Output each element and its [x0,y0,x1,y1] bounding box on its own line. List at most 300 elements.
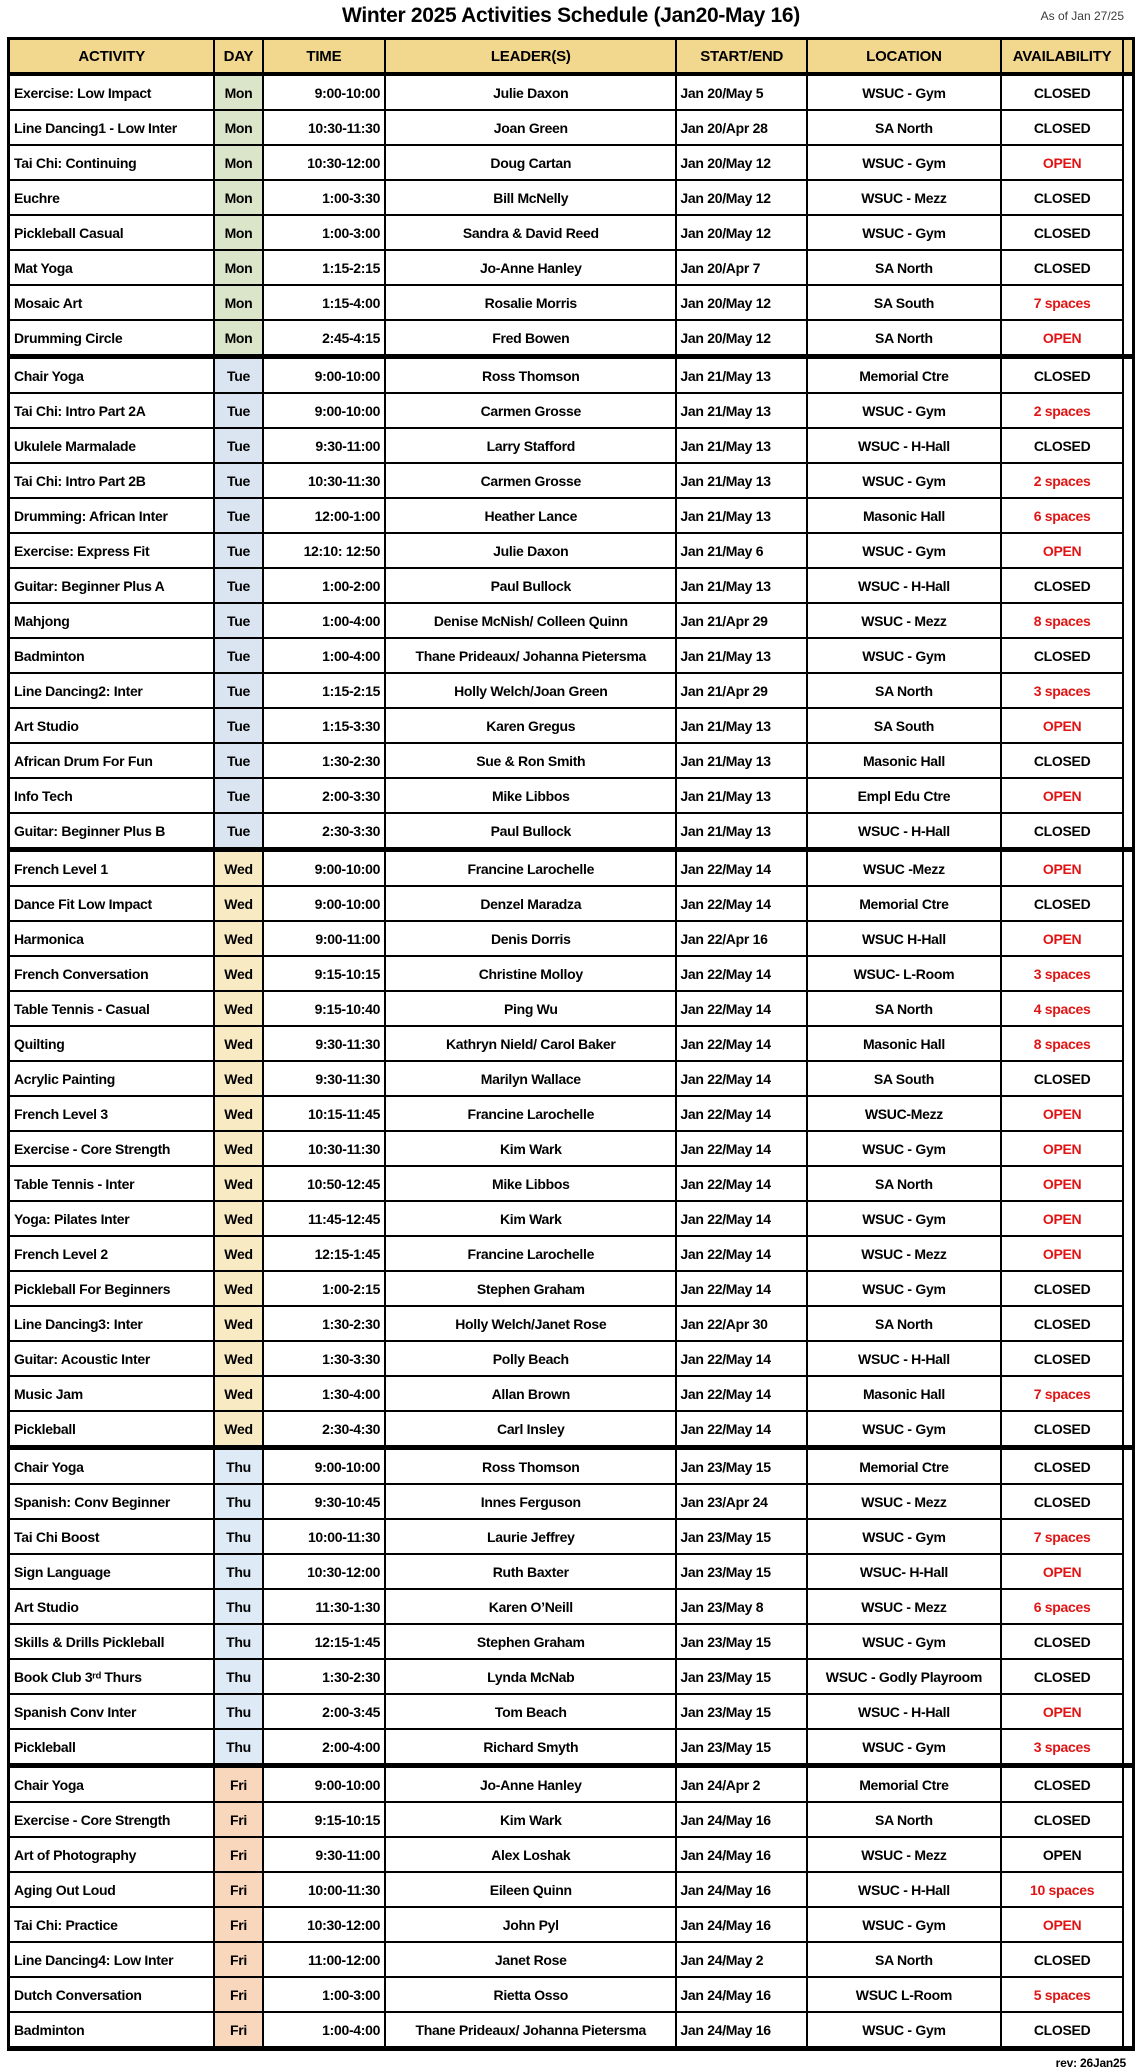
table-row [9,638,1134,673]
day-cell: Mon [214,145,262,180]
availability-cell: CLOSED [1001,357,1124,394]
location-cell: WSUC - H-Hall [807,568,1001,603]
location-cell: SA South [807,1061,1001,1096]
availability-cell: OPEN [1001,1131,1124,1166]
availability-cell: 8 spaces [1001,1026,1124,1061]
time-cell: 10:00-11:30 [263,1872,386,1907]
location-cell: WSUC - Godly Playroom [807,1659,1001,1694]
page-title: Winter 2025 Activities Schedule (Jan20-May 16) [342,4,800,27]
time-cell: 11:45-12:45 [263,1201,386,1236]
availability-cell: CLOSED [1001,180,1124,215]
availability-cell: CLOSED [1001,250,1124,285]
location-cell: Memorial Ctre [807,1766,1001,1803]
start-end-cell: Jan 21/May 13 [676,743,807,778]
leader-cell: Kim Wark [385,1802,676,1837]
title-bar [0,0,1142,34]
day-cell: Mon [214,320,262,357]
day-cell: Mon [214,180,262,215]
day-cell: Tue [214,673,262,708]
table-row [9,1484,1134,1519]
activity-cell: Dutch Conversation [9,1977,215,2012]
edge-spacer-cell [1123,886,1133,921]
edge-spacer-cell [1123,1942,1133,1977]
start-end-cell: Jan 23/May 15 [676,1448,807,1485]
activity-cell: Drumming Circle [9,320,215,357]
leader-cell: Julie Daxon [385,74,676,110]
edge-spacer-cell [1123,1837,1133,1872]
start-end-cell: Jan 23/May 15 [676,1694,807,1729]
start-end-cell: Jan 21/Apr 29 [676,603,807,638]
day-cell: Tue [214,638,262,673]
leader-cell: Ross Thomson [385,1448,676,1485]
location-cell: Empl Edu Ctre [807,778,1001,813]
day-cell: Thu [214,1448,262,1485]
location-cell: WSUC - Gym [807,74,1001,110]
location-cell: WSUC - Gym [807,1201,1001,1236]
leader-cell: Alex Loshak [385,1837,676,1872]
time-cell: 9:00-10:00 [263,1448,386,1485]
start-end-cell: Jan 22/May 14 [676,1236,807,1271]
day-cell: Wed [214,991,262,1026]
column-header-time: TIME [263,39,386,75]
activity-cell: Sign Language [9,1554,215,1589]
edge-spacer-cell [1123,1166,1133,1201]
location-cell: WSUC - Gym [807,638,1001,673]
edge-spacer-cell [1123,1624,1133,1659]
leader-cell: Thane Prideaux/ Johanna Pietersma [385,638,676,673]
location-cell: Masonic Hall [807,498,1001,533]
activity-cell: Table Tennis - Inter [9,1166,215,1201]
leader-cell: Holly Welch/Janet Rose [385,1306,676,1341]
availability-cell: CLOSED [1001,1484,1124,1519]
leader-cell: Stephen Graham [385,1624,676,1659]
table-row [9,1448,1134,1485]
start-end-cell: Jan 20/May 12 [676,145,807,180]
activity-cell: Tai Chi: Continuing [9,145,215,180]
activity-cell: Spanish Conv Inter [9,1694,215,1729]
activity-cell: Mahjong [9,603,215,638]
leader-cell: Denzel Maradza [385,886,676,921]
availability-cell: CLOSED [1001,1061,1124,1096]
location-cell: WSUC - H-Hall [807,1872,1001,1907]
day-cell: Wed [214,1026,262,1061]
location-cell: SA North [807,1942,1001,1977]
availability-cell: OPEN [1001,320,1124,357]
leader-cell: Carl Insley [385,1411,676,1448]
table-row [9,1729,1134,1766]
location-cell: WSUC - Mezz [807,1837,1001,1872]
start-end-cell: Jan 23/Apr 24 [676,1484,807,1519]
edge-spacer-cell [1123,1766,1133,1803]
day-cell: Fri [214,1837,262,1872]
leader-cell: Ping Wu [385,991,676,1026]
edge-spacer-cell [1123,463,1133,498]
start-end-cell: Jan 23/May 15 [676,1659,807,1694]
edge-spacer-cell [1123,1519,1133,1554]
leader-cell: Karen O’Neill [385,1589,676,1624]
table-row [9,250,1134,285]
time-cell: 1:00-3:00 [263,215,386,250]
activity-cell: Pickleball For Beginners [9,1271,215,1306]
leader-cell: John Pyl [385,1907,676,1942]
leader-cell: Innes Ferguson [385,1484,676,1519]
start-end-cell: Jan 22/May 14 [676,886,807,921]
edge-spacer-cell [1123,1096,1133,1131]
edge-spacer-cell [1123,110,1133,145]
location-cell: Memorial Ctre [807,357,1001,394]
leader-cell: Thane Prideaux/ Johanna Pietersma [385,2012,676,2049]
location-cell: Memorial Ctre [807,886,1001,921]
day-cell: Tue [214,813,262,850]
activity-cell: Skills & Drills Pickleball [9,1624,215,1659]
start-end-cell: Jan 22/Apr 30 [676,1306,807,1341]
table-row [9,1977,1134,2012]
activity-cell: Exercise: Express Fit [9,533,215,568]
location-cell: Masonic Hall [807,1026,1001,1061]
availability-cell: OPEN [1001,850,1124,887]
leader-cell: Janet Rose [385,1942,676,1977]
start-end-cell: Jan 22/May 14 [676,991,807,1026]
table-row [9,1341,1134,1376]
start-end-cell: Jan 23/May 15 [676,1729,807,1766]
location-cell: WSUC - H-Hall [807,1341,1001,1376]
start-end-cell: Jan 22/May 14 [676,1061,807,1096]
day-cell: Wed [214,1096,262,1131]
availability-cell: 7 spaces [1001,285,1124,320]
table-row [9,1131,1134,1166]
availability-cell: CLOSED [1001,1341,1124,1376]
availability-cell: CLOSED [1001,1942,1124,1977]
edge-spacer-cell [1123,1271,1133,1306]
day-cell: Tue [214,533,262,568]
time-cell: 1:00-4:00 [263,603,386,638]
start-end-cell: Jan 22/May 14 [676,1411,807,1448]
activity-cell: Tai Chi: Intro Part 2A [9,393,215,428]
day-cell: Wed [214,886,262,921]
edge-spacer-cell [1123,991,1133,1026]
start-end-cell: Jan 24/May 16 [676,2012,807,2049]
activity-cell: Line Dancing4: Low Inter [9,1942,215,1977]
availability-cell: 3 spaces [1001,1729,1124,1766]
edge-spacer-cell [1123,813,1133,850]
time-cell: 2:00-3:30 [263,778,386,813]
edge-spacer-cell [1123,1201,1133,1236]
activity-cell: French Level 2 [9,1236,215,1271]
location-cell: WSUC - H-Hall [807,813,1001,850]
table-row [9,2012,1134,2049]
availability-cell: OPEN [1001,1201,1124,1236]
edge-spacer-cell [1123,2012,1133,2049]
availability-cell: 5 spaces [1001,1977,1124,2012]
header-row [9,39,1134,75]
edge-spacer-cell [1123,1872,1133,1907]
day-cell: Tue [214,498,262,533]
table-row [9,1166,1134,1201]
location-cell: WSUC - Mezz [807,603,1001,638]
location-cell: Masonic Hall [807,1376,1001,1411]
activity-cell: Quilting [9,1026,215,1061]
start-end-cell: Jan 21/May 6 [676,533,807,568]
activity-cell: Exercise - Core Strength [9,1802,215,1837]
leader-cell: Doug Cartan [385,145,676,180]
activity-cell: Chair Yoga [9,1766,215,1803]
time-cell: 2:30-3:30 [263,813,386,850]
edge-spacer-cell [1123,1306,1133,1341]
start-end-cell: Jan 21/May 13 [676,498,807,533]
column-header-location: LOCATION [807,39,1001,75]
time-cell: 1:30-3:30 [263,1341,386,1376]
location-cell: WSUC - Gym [807,463,1001,498]
start-end-cell: Jan 24/May 16 [676,1872,807,1907]
leader-cell: Kim Wark [385,1131,676,1166]
time-cell: 11:00-12:00 [263,1942,386,1977]
location-cell: SA North [807,250,1001,285]
edge-spacer-cell [1123,1376,1133,1411]
time-cell: 10:30-11:30 [263,463,386,498]
column-header-start-end: START/END [676,39,807,75]
location-cell: SA North [807,1166,1001,1201]
table-row [9,110,1134,145]
availability-cell: OPEN [1001,1554,1124,1589]
time-cell: 12:15-1:45 [263,1236,386,1271]
day-cell: Wed [214,1411,262,1448]
day-cell: Wed [214,1061,262,1096]
start-end-cell: Jan 21/May 13 [676,638,807,673]
day-cell: Wed [214,1201,262,1236]
start-end-cell: Jan 21/May 13 [676,393,807,428]
location-cell: WSUC - Gym [807,1519,1001,1554]
leader-cell: Denise McNish/ Colleen Quinn [385,603,676,638]
location-cell: WSUC - Gym [807,1907,1001,1942]
time-cell: 9:00-11:00 [263,921,386,956]
table-row [9,533,1134,568]
leader-cell: Sandra & David Reed [385,215,676,250]
activity-cell: Art Studio [9,708,215,743]
leader-cell: Carmen Grosse [385,393,676,428]
activity-cell: Art of Photography [9,1837,215,1872]
header-edge-spacer [1123,39,1133,75]
availability-cell: OPEN [1001,1166,1124,1201]
time-cell: 2:00-3:45 [263,1694,386,1729]
time-cell: 10:30-11:30 [263,110,386,145]
day-cell: Tue [214,357,262,394]
activity-cell: Drumming: African Inter [9,498,215,533]
location-cell: WSUC- L-Room [807,956,1001,991]
day-cell: Tue [214,393,262,428]
table-row [9,1837,1134,1872]
start-end-cell: Jan 21/Apr 29 [676,673,807,708]
start-end-cell: Jan 23/May 8 [676,1589,807,1624]
activity-cell: Guitar: Acoustic Inter [9,1341,215,1376]
availability-cell: OPEN [1001,1907,1124,1942]
activity-cell: Yoga: Pilates Inter [9,1201,215,1236]
time-cell: 1:30-2:30 [263,1306,386,1341]
availability-cell: 6 spaces [1001,498,1124,533]
availability-cell: 2 spaces [1001,463,1124,498]
start-end-cell: Jan 24/May 16 [676,1907,807,1942]
time-cell: 12:15-1:45 [263,1624,386,1659]
edge-spacer-cell [1123,180,1133,215]
time-cell: 1:15-4:00 [263,285,386,320]
edge-spacer-cell [1123,533,1133,568]
table-row [9,1376,1134,1411]
as-of-date: As of Jan 27/25 [1040,9,1124,23]
availability-cell: OPEN [1001,708,1124,743]
edge-spacer-cell [1123,708,1133,743]
start-end-cell: Jan 24/May 2 [676,1942,807,1977]
edge-spacer-cell [1123,1589,1133,1624]
availability-cell: CLOSED [1001,638,1124,673]
activity-cell: Music Jam [9,1376,215,1411]
table-row [9,1694,1134,1729]
table-row [9,1236,1134,1271]
location-cell: Masonic Hall [807,743,1001,778]
day-cell: Wed [214,1271,262,1306]
time-cell: 9:15-10:15 [263,1802,386,1837]
start-end-cell: Jan 21/May 13 [676,428,807,463]
leader-cell: Mike Libbos [385,778,676,813]
time-cell: 1:15-2:15 [263,250,386,285]
availability-cell: OPEN [1001,1236,1124,1271]
leader-cell: Sue & Ron Smith [385,743,676,778]
availability-cell: 7 spaces [1001,1376,1124,1411]
day-cell: Tue [214,428,262,463]
availability-cell: 4 spaces [1001,991,1124,1026]
time-cell: 9:00-10:00 [263,357,386,394]
time-cell: 10:15-11:45 [263,1096,386,1131]
start-end-cell: Jan 22/Apr 16 [676,921,807,956]
table-row [9,357,1134,394]
edge-spacer-cell [1123,498,1133,533]
edge-spacer-cell [1123,74,1133,110]
table-row [9,1411,1134,1448]
availability-cell: CLOSED [1001,1624,1124,1659]
time-cell: 9:15-10:40 [263,991,386,1026]
column-header-day: DAY [214,39,262,75]
start-end-cell: Jan 22/May 14 [676,1201,807,1236]
edge-spacer-cell [1123,1411,1133,1448]
day-cell: Mon [214,215,262,250]
table-row [9,1942,1134,1977]
start-end-cell: Jan 21/May 13 [676,463,807,498]
availability-cell: 3 spaces [1001,956,1124,991]
time-cell: 12:10: 12:50 [263,533,386,568]
activity-cell: Tai Chi Boost [9,1519,215,1554]
time-cell: 1:30-2:30 [263,743,386,778]
activities-table [7,37,1135,2051]
start-end-cell: Jan 21/May 13 [676,778,807,813]
time-cell: 1:00-2:15 [263,1271,386,1306]
location-cell: WSUC - H-Hall [807,428,1001,463]
day-cell: Mon [214,110,262,145]
location-cell: WSUC - Gym [807,1411,1001,1448]
time-cell: 9:15-10:15 [263,956,386,991]
day-cell: Mon [214,250,262,285]
edge-spacer-cell [1123,285,1133,320]
table-row [9,568,1134,603]
location-cell: WSUC - Mezz [807,1484,1001,1519]
leader-cell: Larry Stafford [385,428,676,463]
activity-cell: Pickleball [9,1729,215,1766]
time-cell: 11:30-1:30 [263,1589,386,1624]
activity-cell: Tai Chi: Practice [9,1907,215,1942]
leader-cell: Francine Larochelle [385,850,676,887]
leader-cell: Richard Smyth [385,1729,676,1766]
table-row [9,285,1134,320]
table-row [9,813,1134,850]
availability-cell: OPEN [1001,1096,1124,1131]
availability-cell: CLOSED [1001,813,1124,850]
time-cell: 1:00-4:00 [263,638,386,673]
availability-cell: CLOSED [1001,1271,1124,1306]
time-cell: 1:30-4:00 [263,1376,386,1411]
location-cell: WSUC - Mezz [807,1589,1001,1624]
leader-cell: Stephen Graham [385,1271,676,1306]
table-row [9,991,1134,1026]
leader-cell: Lynda McNab [385,1659,676,1694]
availability-cell: 6 spaces [1001,1589,1124,1624]
edge-spacer-cell [1123,145,1133,180]
availability-cell: 8 spaces [1001,603,1124,638]
day-cell: Thu [214,1519,262,1554]
edge-spacer-cell [1123,1341,1133,1376]
start-end-cell: Jan 23/May 15 [676,1519,807,1554]
activity-cell: Chair Yoga [9,1448,215,1485]
leader-cell: Ruth Baxter [385,1554,676,1589]
time-cell: 1:15-2:15 [263,673,386,708]
activity-cell: Dance Fit Low Impact [9,886,215,921]
time-cell: 2:00-4:00 [263,1729,386,1766]
edge-spacer-cell [1123,673,1133,708]
day-cell: Thu [214,1589,262,1624]
table-row [9,1872,1134,1907]
edge-spacer-cell [1123,743,1133,778]
activity-cell: Info Tech [9,778,215,813]
table-row [9,886,1134,921]
time-cell: 1:00-3:00 [263,1977,386,2012]
day-cell: Tue [214,603,262,638]
time-cell: 9:00-10:00 [263,393,386,428]
start-end-cell: Jan 20/May 12 [676,320,807,357]
leader-cell: Kim Wark [385,1201,676,1236]
table-row [9,1907,1134,1942]
table-row [9,393,1134,428]
location-cell: WSUC -Mezz [807,850,1001,887]
day-cell: Thu [214,1484,262,1519]
activity-cell: Pickleball Casual [9,215,215,250]
leader-cell: Tom Beach [385,1694,676,1729]
time-cell: 10:30-12:00 [263,145,386,180]
edge-spacer-cell [1123,956,1133,991]
location-cell: WSUC - Mezz [807,1236,1001,1271]
edge-spacer-cell [1123,778,1133,813]
leader-cell: Fred Bowen [385,320,676,357]
time-cell: 1:00-3:30 [263,180,386,215]
availability-cell: CLOSED [1001,1306,1124,1341]
edge-spacer-cell [1123,1907,1133,1942]
table-row [9,74,1134,110]
table-row [9,215,1134,250]
day-cell: Tue [214,708,262,743]
day-cell: Fri [214,1872,262,1907]
availability-cell: 7 spaces [1001,1519,1124,1554]
availability-cell: OPEN [1001,778,1124,813]
activity-cell: Euchre [9,180,215,215]
day-cell: Tue [214,463,262,498]
leader-cell: Christine Molloy [385,956,676,991]
location-cell: SA North [807,1802,1001,1837]
activity-cell: Acrylic Painting [9,1061,215,1096]
